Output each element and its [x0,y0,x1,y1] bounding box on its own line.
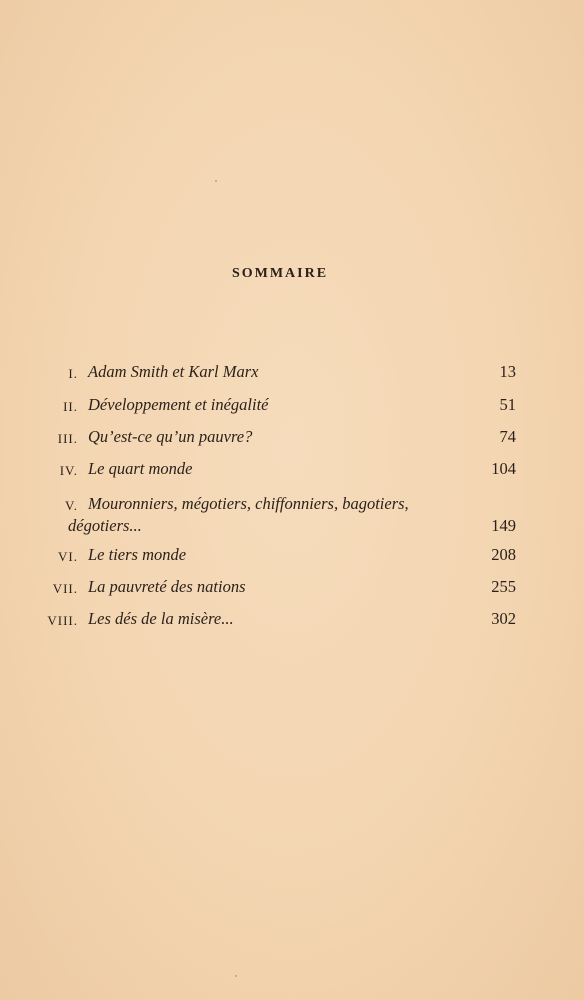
paper-speck [235,975,237,977]
chapter-title: La pauvreté des nations [88,577,246,596]
chapter-page: 51 [499,395,516,414]
chapter-page: 13 [499,362,516,381]
chapter-number: II. [63,399,78,414]
chapter-page: 149 [491,516,516,535]
chapter-page: 104 [491,459,516,478]
chapter-number: I. [68,366,78,381]
chapter-title-line-2: dégotiers... [68,516,142,535]
chapter-number: V. [65,498,78,513]
chapter-number: VIII. [47,613,78,628]
chapter-page: 255 [491,577,516,596]
chapter-title: Développement et inégalité [88,395,269,414]
chapter-page: 74 [499,427,516,446]
chapter-title-line-1: Mouronniers, mégotiers, chiffonniers, bagotiers, [88,494,409,513]
chapter-page: 302 [491,609,516,628]
paper-speck [215,180,217,182]
chapter-number: VI. [58,549,78,564]
chapter-title: Le tiers monde [88,545,187,564]
chapter-number: III. [57,431,78,446]
chapter-title: Adam Smith et Karl Marx [88,362,259,381]
chapter-number: IV. [59,463,78,478]
page-title: SOMMAIRE [231,266,329,281]
chapter-title: Qu’est-ce qu’un pauvre? [88,427,253,446]
chapter-page: 208 [491,545,516,564]
chapter-title: Le quart monde [88,459,193,478]
chapter-number: VII. [52,581,78,596]
chapter-title: Les dés de la misère... [88,609,234,628]
